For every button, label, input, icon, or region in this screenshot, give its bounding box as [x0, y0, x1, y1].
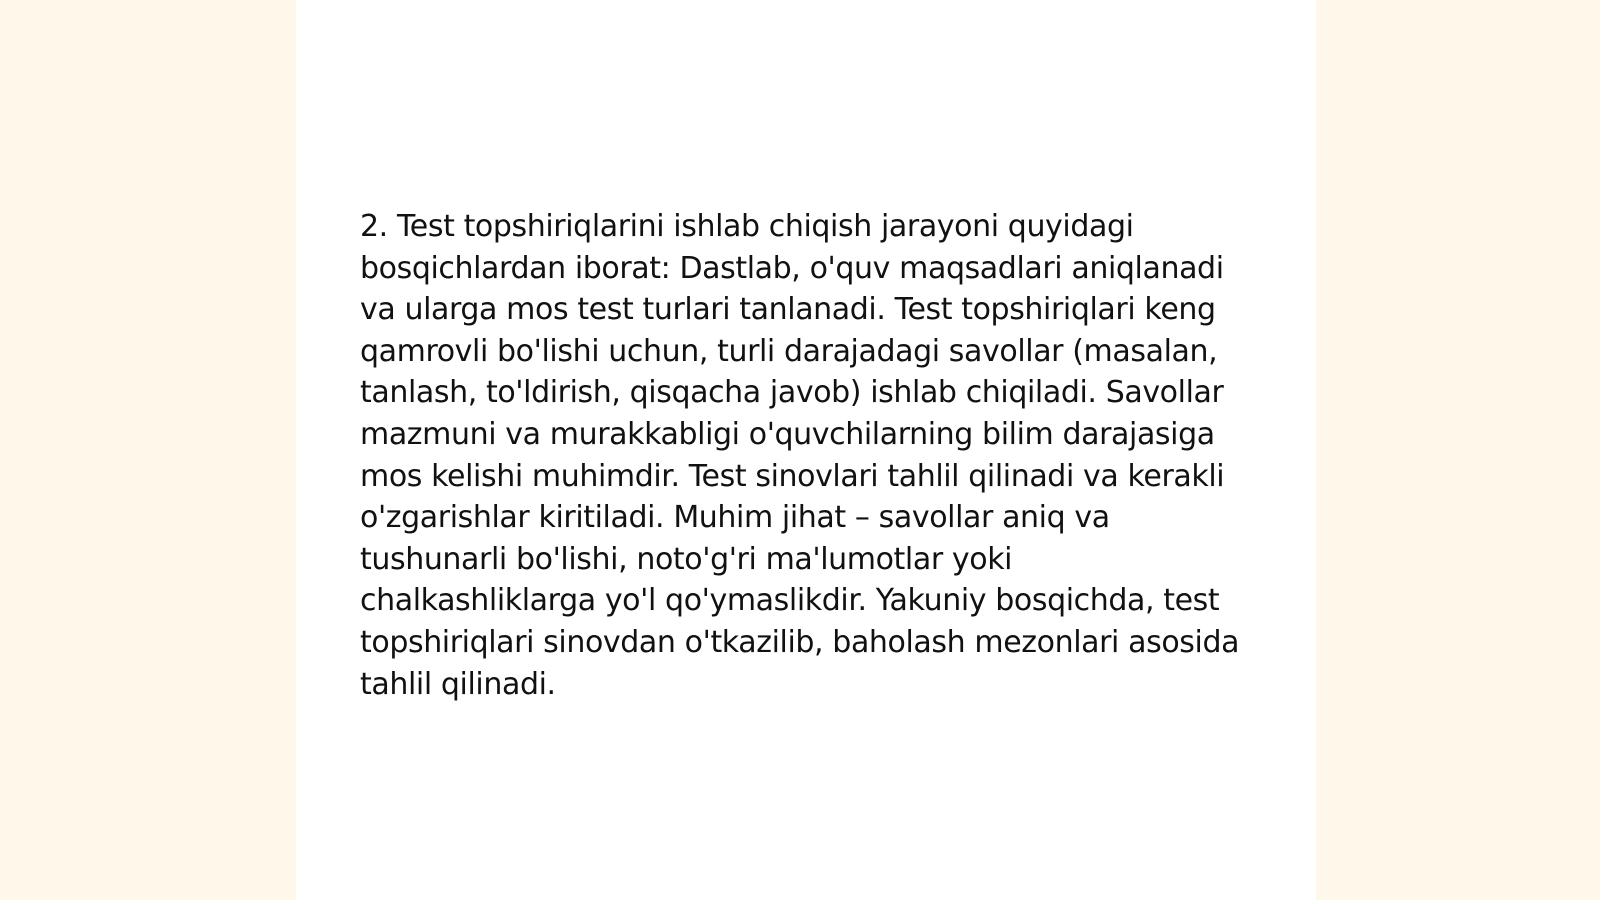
slide-paragraph: 2. Test topshiriqlarini ishlab chiqish jarayoni quyidagi bosqichlardan iborat: Dastlab, o'quv maqsadlari aniqlanadi va ularga mos test turlari tanlanadi. Test topshiriqlari keng qamrovli bo'lishi uchun, turli darajadagi savollar (masalan, tanlash, to'ldirish, qisqacha javob) ishlab chiqiladi. Savollar mazmuni va murakkabligi o'quvchilarning bilim darajasiga mos kelishi muhimdir. Test sinovlari tahlil qilinadi va kerakli o'zgarishlar kiritiladi. Muhim jihat – savollar aniq va tushunarli bo'lishi, noto'g'ri ma'lumotlar yoki chalkashliklarga yo'l qo'ymaslikdir. Yakuniy bosqichda, test topshiriqlari sinovdan o'tkazilib, baholash mezonlari asosida tahlil qilinadi. [360, 209, 1240, 702]
slide-canvas [296, 0, 1316, 900]
